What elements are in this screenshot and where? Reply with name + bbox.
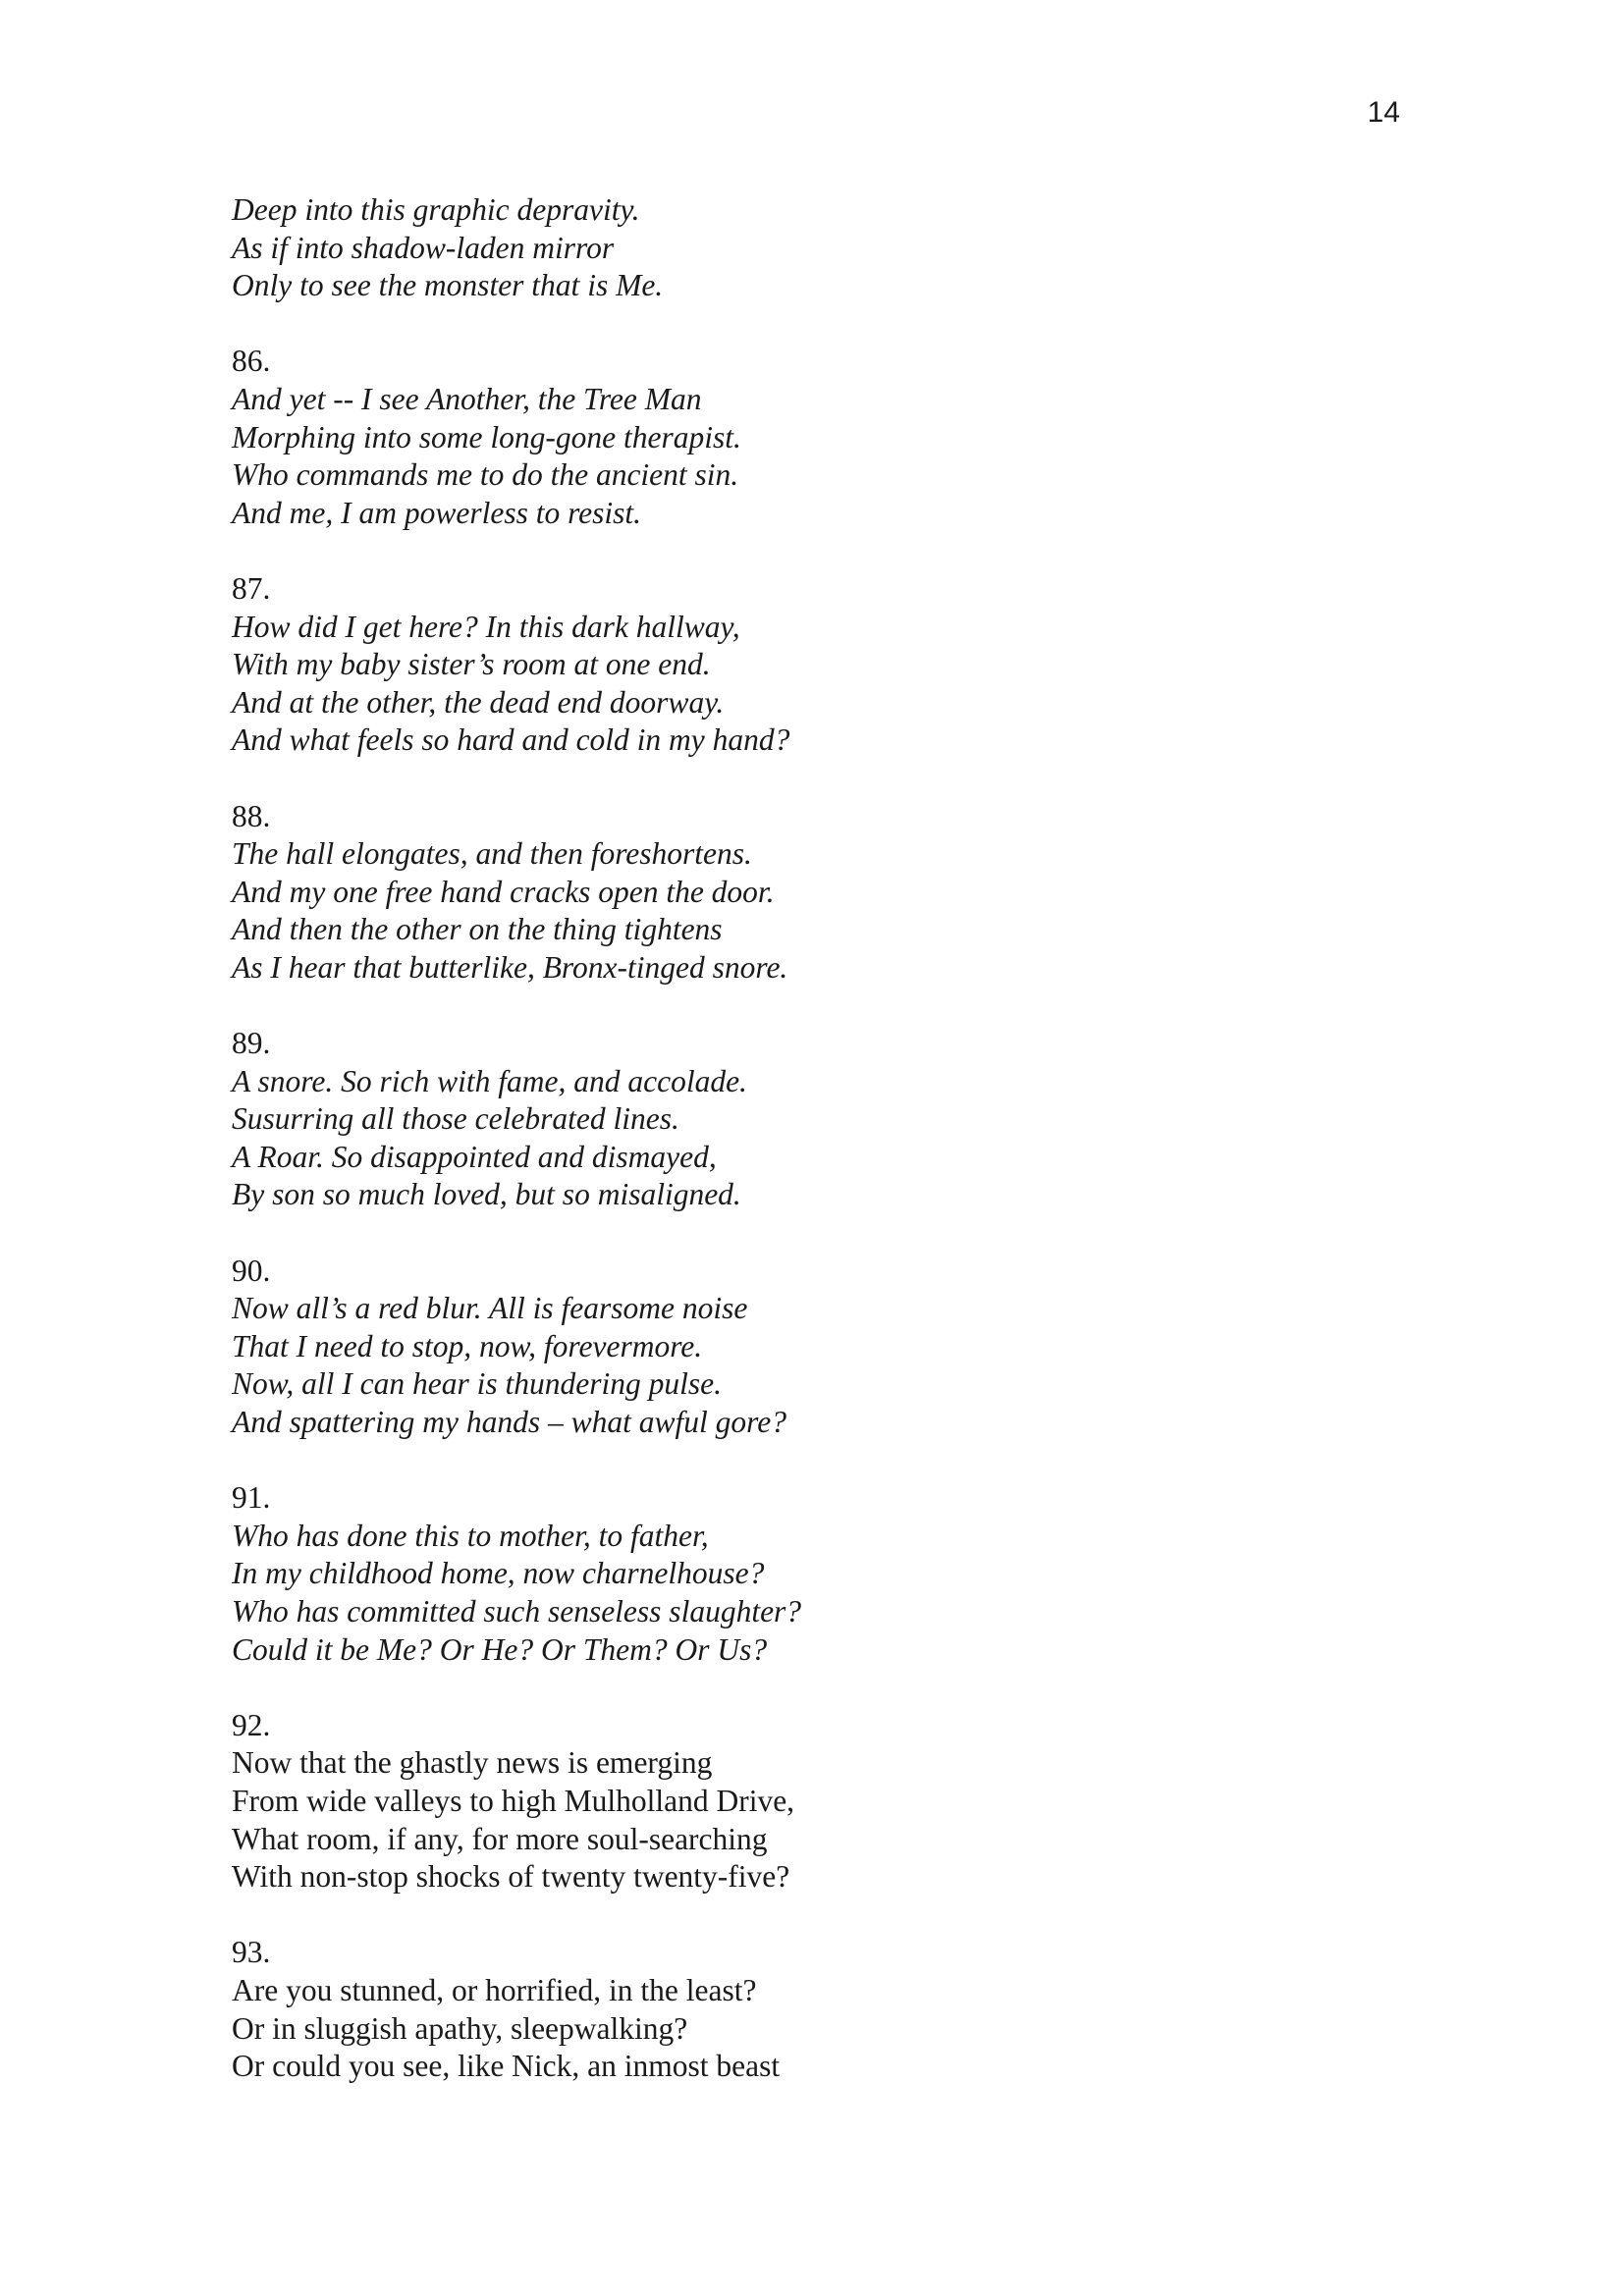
stanza-92	[232, 1707, 1312, 1896]
poem-line: With my baby sister’s room at one end.	[232, 647, 711, 682]
poem-line: The hall elongates, and then foreshortens.	[232, 836, 752, 872]
poem-line: Morphing into some long-gone therapist.	[232, 419, 741, 454]
poem-line: A Roar. So disappointed and dismayed,	[232, 1139, 717, 1174]
stanza-number: 87.	[232, 570, 271, 606]
poem-line: Could it be Me? Or He? Or Them? Or Us?	[232, 1631, 768, 1667]
poem-line: From wide valleys to high Mulholland Drive,	[232, 1783, 795, 1818]
poem-line: And yet -- I see Another, the Tree Man	[232, 381, 702, 416]
poem-line: Deep into this graphic depravity.	[232, 192, 640, 227]
poem-line: Or in sluggish apathy, sleepwalking?	[232, 2010, 688, 2046]
poem-line: Now, all I can hear is thundering pulse.	[232, 1366, 723, 1402]
poem-line: Who has committed such senseless slaughter?	[232, 1593, 802, 1629]
stanza-91	[232, 1479, 1312, 1669]
poem-line: Who has done this to mother, to father,	[232, 1518, 709, 1553]
page-number: 14	[1367, 96, 1400, 129]
stanza-90	[232, 1253, 1312, 1442]
poem-line: And what feels so hard and cold in my hand?	[232, 722, 790, 758]
stanza-88	[232, 798, 1312, 988]
poem-line: And me, I am powerless to resist.	[232, 495, 642, 530]
poem-line: By son so much loved, but so misaligned.	[232, 1177, 741, 1212]
poem-line: Are you stunned, or horrified, in the least?	[232, 1972, 757, 2007]
poem-line: Who commands me to do the ancient sin.	[232, 457, 739, 493]
stanza-86	[232, 343, 1312, 532]
poem-line: How did I get here? In this dark hallway,	[232, 609, 740, 644]
poem-line: As I hear that butterlike, Bronx-tinged snore.	[232, 949, 788, 985]
poem-line: With non-stop shocks of twenty twenty-five?	[232, 1859, 790, 1895]
poem-line: Or could you see, like Nick, an inmost beast	[232, 2049, 781, 2084]
stanza-87	[232, 570, 1312, 760]
poem-line: And then the other on the thing tightens	[232, 912, 723, 947]
poem-line: Now that the ghastly news is emerging	[232, 1745, 713, 1781]
poem-line: And spattering my hands – what awful gore?	[232, 1405, 786, 1439]
stanza-number: 93.	[232, 1935, 271, 1970]
stanza-number: 90.	[232, 1253, 271, 1288]
stanza-number: 89.	[232, 1026, 271, 1061]
poem-line: A snore. So rich with fame, and accolade.	[232, 1063, 747, 1098]
stanza-number: 88.	[232, 798, 271, 833]
poem-line: What room, if any, for more soul-searching	[232, 1821, 768, 1856]
poem-line: And at the other, the dead end doorway.	[232, 684, 725, 720]
poem-line: Susurring all those celebrated lines.	[232, 1101, 679, 1137]
poem-line: That I need to stop, now, forevermore.	[232, 1328, 703, 1363]
stanza-93	[232, 1934, 1312, 2085]
stanza-number: 86.	[232, 344, 271, 379]
poem-line: In my childhood home, now charnelhouse?	[232, 1556, 765, 1591]
stanza-number: 91.	[232, 1480, 271, 1516]
poem-line: Now all’s a red blur. All is fearsome noise	[232, 1291, 748, 1326]
stanza-number: 92.	[232, 1707, 271, 1742]
stanza-85-continuation	[232, 191, 1312, 305]
stanza-89	[232, 1025, 1312, 1214]
poem-line: And my one free hand cracks open the door.	[232, 874, 775, 909]
poem-body	[232, 191, 1312, 2086]
poem-line: As if into shadow-laden mirror	[232, 230, 615, 265]
poem-line: Only to see the monster that is Me.	[232, 268, 664, 303]
